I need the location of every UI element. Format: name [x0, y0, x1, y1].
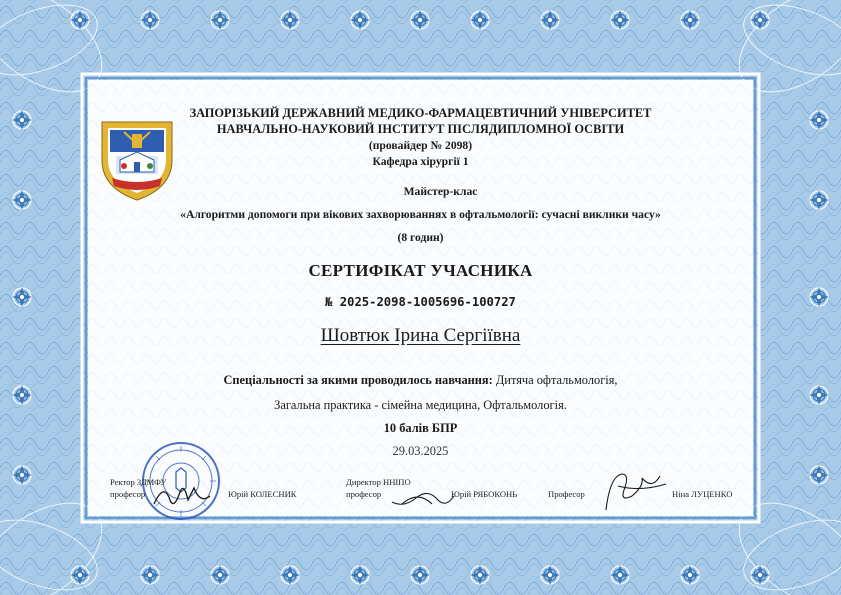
rector-name: Юрій КОЛЕСНИК — [228, 489, 297, 499]
rector-title: Ректор ЗДМФУ — [110, 477, 167, 487]
points: 10 балів БПР — [383, 421, 458, 435]
director-rank: професор — [346, 489, 382, 499]
specialties-first: Дитяча офтальмологія, — [495, 373, 618, 387]
rector-rank: професор — [110, 489, 146, 499]
specialties-line — [0, 373, 841, 388]
director-title: Директор ННІПО — [346, 477, 411, 487]
specialties-second: Загальна практика - сімейна медицина, Офтальмологія. — [274, 398, 567, 412]
certificate-number: № 2025-2098-1005696-100727 — [325, 295, 516, 309]
professor-name: Ніна ЛУЦЕНКО — [672, 489, 733, 499]
issue-date: 29.03.2025 — [392, 444, 449, 458]
specialties-label: Спеціальності за якими проводилось навчання: — [223, 373, 493, 387]
provider-number: (провайдер № 2098) — [368, 139, 473, 152]
event-type: Майстер-клас — [403, 185, 478, 198]
professor-signature — [600, 466, 672, 514]
certificate-title: СЕРТИФІКАТ УЧАСНИКА — [308, 261, 533, 280]
event-title: «Алгоритми допомоги при вікових захворюваннях в офтальмології: сучасні виклики часу» — [180, 208, 661, 221]
institute-name: НАВЧАЛЬНО-НАУКОВИЙ ІНСТИТУТ ПІСЛЯДИПЛОМНОЇ ОСВІТИ — [216, 122, 625, 136]
department-name: Кафедра хірургії 1 — [372, 155, 469, 168]
event-hours: (8 годин) — [397, 231, 444, 244]
director-name: Юрій РЯБОКОНЬ — [451, 489, 518, 499]
university-name: ЗАПОРІЗЬКИЙ ДЕРЖАВНИЙ МЕДИКО-ФАРМАЦЕВТИЧНИЙ УНІВЕРСИТЕТ — [189, 106, 652, 120]
professor-rank: Професор — [548, 489, 585, 499]
participant-name: Шовтюк Ірина Сергіївна — [320, 325, 521, 346]
